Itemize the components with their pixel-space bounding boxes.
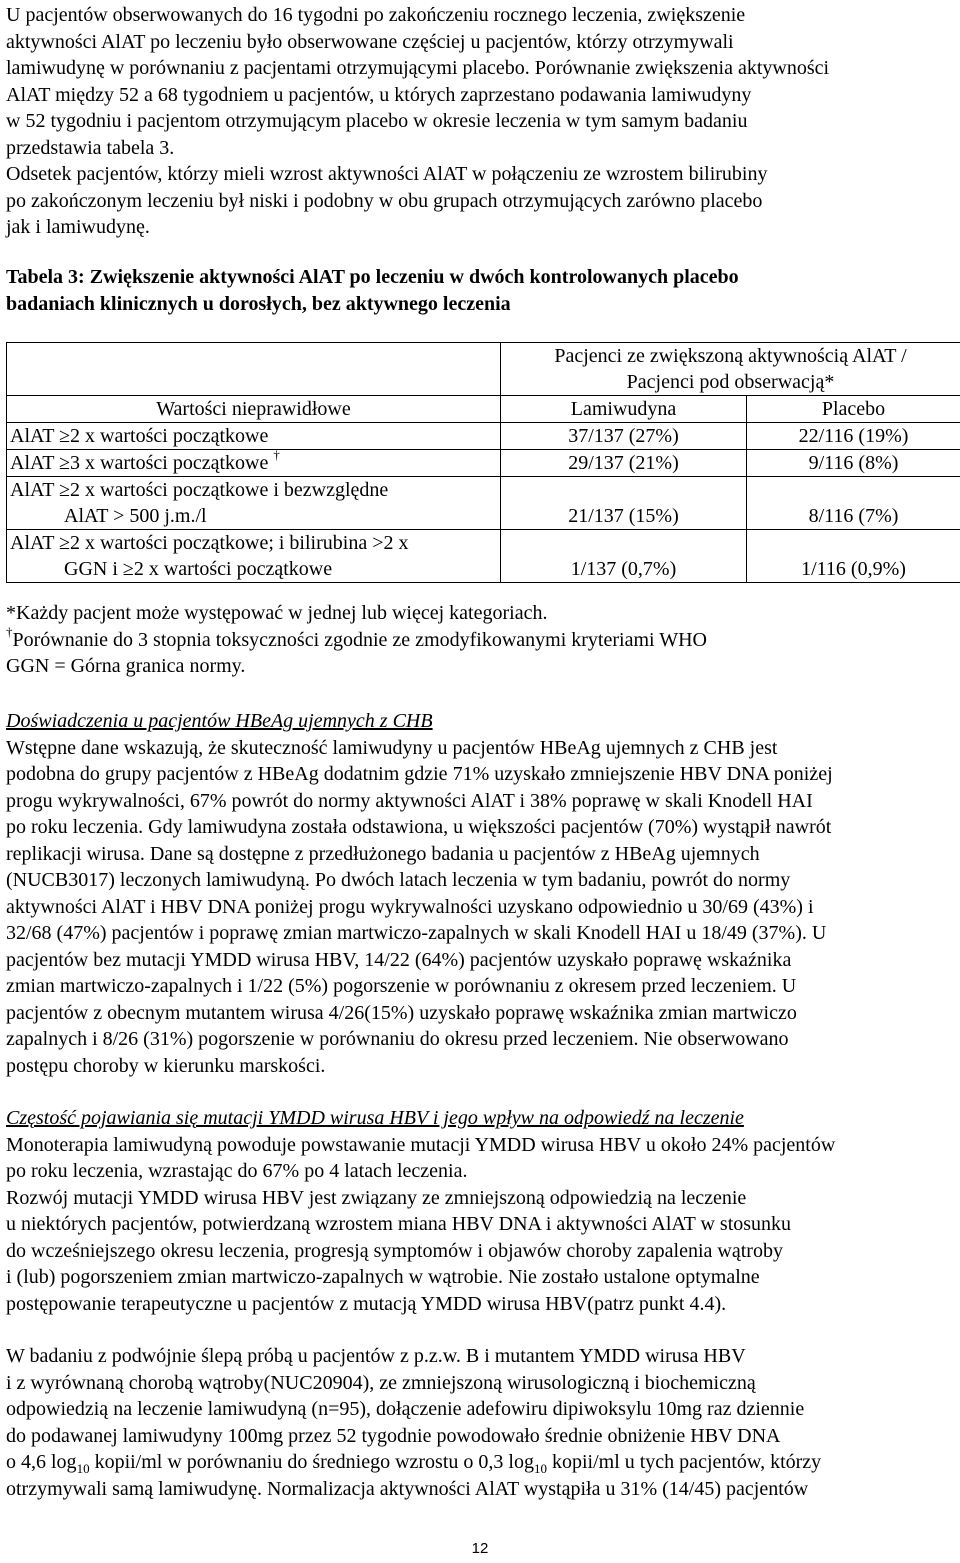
subscript: 10 <box>76 1461 90 1476</box>
text-fragment: kopii/ml w porównaniu do średniego wzrostu o 0,3 log <box>89 1451 534 1473</box>
text-line: Monoterapia lamiwudyną powoduje powstawanie mutacji YMDD wirusa HBV u około 24% pacjentów <box>6 1133 836 1156</box>
text-line <box>6 1449 958 1476</box>
text-line: zapalnych i 8/26 (31%) pogorszenie w porównaniu do okresu przed leczeniem. Nie obserwowano <box>6 1028 789 1050</box>
row-label-cell <box>7 447 501 477</box>
text-line: otrzymywali samą lamiwudynę. Normalizacja aktywności AlAT wystąpiła u 31% (14/45) pacjentów <box>6 1477 809 1500</box>
table-row <box>7 450 960 477</box>
table-header-group-row <box>7 343 960 396</box>
dagger-mark: † <box>273 447 280 463</box>
text-line: U pacjentów obserwowanych do 16 tygodni po zakończeniu rocznego leczenia, zwiększenie <box>6 4 746 26</box>
ymdd-section <box>6 1105 958 1317</box>
text-line: pacjentów bez mutacji YMDD wirusa HBV, 14/22 (64%) pacjentów uzyskało poprawę wskaźnika <box>6 948 792 971</box>
text-line: postępowanie terapeutyczne u pacjentów z mutacją YMDD wirusa HBV(patrz punkt 4.4). <box>6 1292 727 1315</box>
placebo-value: 9/116 (8%) <box>747 450 960 477</box>
table-caption <box>6 264 958 317</box>
header-group-line: Pacjenci pod obserwacją* <box>626 371 835 393</box>
text-line: lamiwudynę w porównaniu z pacjentami otrzymującymi placebo. Porównanie zwiększenia aktywności <box>6 57 830 79</box>
placebo-value: 8/116 (7%) <box>747 477 960 530</box>
row-label-text: AlAT ≥3 x wartości początkowe <box>10 452 274 474</box>
text-line: przedstawia tabela 3. <box>6 136 175 159</box>
table-footnotes <box>6 600 956 680</box>
text-line: progu wykrywalności, 67% powrót do normy aktywności AlAT i 38% poprawę w skali Knodell HAI <box>6 789 813 812</box>
text-line: aktywności AlAT i HBV DNA poniżej progu wykrywalności uzyskano odpowiednio u 30/69 (43%) i <box>6 895 814 918</box>
text-line: u niektórych pacjentów, potwierdzaną wzrostem miana HBV DNA i aktywności AlAT w stosunku <box>6 1213 792 1235</box>
text-line: do wcześniejszego okresu leczenia, progresją symptomów i objawów choroby zapalenia wątroby <box>6 1239 783 1262</box>
text-line: postępu choroby w kierunku marskości. <box>6 1054 326 1077</box>
dagger-mark: † <box>6 623 13 639</box>
footnote-star: *Każdy pacjent może występować w jednej lub więcej kategoriach. <box>6 602 548 624</box>
text-line: podobna do grupy pacjentów z HBeAg dodatnim gdzie 71% uzyskało zmniejszenie HBV DNA poniżej <box>6 763 833 785</box>
header-label-cell: Wartości nieprawidłowe <box>7 396 501 423</box>
text-line: pacjentów z obecnym mutantem wirusa 4/26(15%) uzyskało poprawę wskaźnika zmian martwiczo <box>6 1001 797 1024</box>
text-line: AlAT między 52 a 68 tygodniem u pacjentów, u których zaprzestano podawania lamiwudyny <box>6 83 752 106</box>
page-number: 12 <box>471 1540 489 1557</box>
table-row <box>7 423 960 450</box>
text-line: replikacji wirusa. Dane są dostępne z przedłużonego badania u pacjentów z HBeAg ujemnych <box>6 842 760 865</box>
header-placebo-cell: Placebo <box>747 396 960 423</box>
text-line: 32/68 (47%) pacjentów i poprawę zmian martwiczo-zapalnych w skali Knodell HAI u 18/49 (37%). U <box>6 922 827 944</box>
header-lamivudine-cell: Lamiwudyna <box>501 396 747 423</box>
text-line: zmian martwiczo-zapalnych i 1/22 (5%) pogorszenie w porównaniu z okresem przed leczeniem. U <box>6 975 797 997</box>
text-line: w 52 tygodniu i pacjentom otrzymującym placebo w okresie leczenia w tym samym badaniu <box>6 110 748 132</box>
header-group-cell <box>501 343 960 396</box>
caption-line: Tabela 3: Zwiększenie aktywności AlAT po leczeniu w dwóch kontrolowanych placebo <box>6 266 739 288</box>
caption-line: badaniach klinicznych u dorosłych, bez aktywnego leczenia <box>6 292 511 315</box>
header-group-line: Pacjenci ze zwiększoną aktywnością AlAT / <box>554 345 907 367</box>
text-line: Rozwój mutacji YMDD wirusa HBV jest związany ze zmniejszoną odpowiedzią na leczenie <box>6 1186 747 1209</box>
row-label: AlAT > 500 j.m./l <box>64 505 207 527</box>
text-line: po roku leczenia. Gdy lamiwudyna została odstawiona, u większości pacjentów (70%) wystąpił nawrót <box>6 816 832 838</box>
text-line: (NUCB3017) leczonych lamiwudyną. Po dwóch latach leczenia w tym badaniu, powrót do normy <box>6 869 791 891</box>
placebo-value: 22/116 (19%) <box>747 423 960 450</box>
lamivudine-value: 21/137 (15%) <box>501 477 747 530</box>
text-line: do podawanej lamiwudyny 100mg przez 52 tygodnie powodowało średnie obniżenie HBV DNA <box>6 1424 781 1447</box>
footnote-ggn: GGN = Górna granica normy. <box>6 655 246 677</box>
text-line: aktywności AlAT po leczeniu było obserwowane częściej u pacjentów, którzy otrzymywali <box>6 30 734 53</box>
hbeag-section <box>6 708 958 1079</box>
lamivudine-value: 1/137 (0,7%) <box>501 530 747 583</box>
text-line: jak i lamiwudynę. <box>6 216 150 238</box>
footnote-dagger-text: Porównanie do 3 stopnia toksyczności zgodnie ze zmodyfikowanymi kryteriami WHO <box>12 628 707 651</box>
row-label-cell <box>7 477 501 530</box>
row-label: AlAT ≥2 x wartości początkowe <box>10 425 269 447</box>
trial-section <box>6 1343 958 1502</box>
text-line: Wstępne dane wskazują, że skuteczność lamiwudyny u pacjentów HBeAg ujemnych z CHB jest <box>6 736 778 759</box>
text-line: i z wyrównaną chorobą wątroby(NUC20904), ze zmniejszoną wirusologiczną i biochemiczną <box>6 1371 756 1394</box>
header-empty-cell <box>7 343 501 396</box>
section-heading: Doświadczenia u pacjentów HBeAg ujemnych z CHB <box>6 710 433 732</box>
text-line: po zakończonym leczeniu był niski i podobny w obu grupach otrzymujących zarówno placebo <box>6 189 763 212</box>
row-label <box>10 447 497 476</box>
placebo-value: 1/116 (0,9%) <box>747 530 960 583</box>
table-row <box>7 477 960 530</box>
text-line: i (lub) pogorszeniem zmian martwiczo-zapalnych w wątrobie. Nie zostało ustalone optymalne <box>6 1266 760 1288</box>
row-label-cell <box>7 423 501 450</box>
text-fragment: kopii/ml u tych pacjentów, którzy <box>546 1451 822 1473</box>
text-line: Odsetek pacjentów, którzy mieli wzrost aktywności AlAT w połączeniu ze wzrostem bilirubiny <box>6 163 768 185</box>
section-heading: Częstość pojawiania się mutacji YMDD wirusa HBV i jego wpływ na odpowiedź na leczenie <box>6 1107 744 1129</box>
table-header-row <box>7 396 960 423</box>
text-fragment: o 4,6 log <box>6 1451 77 1473</box>
footnote-dagger <box>6 623 956 654</box>
row-label-cell <box>7 530 501 583</box>
lamivudine-value: 37/137 (27%) <box>501 423 747 450</box>
intro-paragraph <box>6 2 958 241</box>
lamivudine-value: 29/137 (21%) <box>501 450 747 477</box>
text-line: po roku leczenia, wzrastając do 67% po 4 latach leczenia. <box>6 1160 468 1182</box>
text-line: odpowiedzią na leczenie lamiwudyną (n=95), dołączenie adefowiru dipiwoksylu 10mg raz dziennie <box>6 1398 805 1420</box>
alt-table <box>6 342 960 583</box>
row-label: AlAT ≥2 x wartości początkowe; i bilirubina >2 x <box>10 532 409 554</box>
row-label: GGN i ≥2 x wartości początkowe <box>64 558 333 580</box>
text-line: W badaniu z podwójnie ślepą próbą u pacjentów z p.z.w. B i mutantem YMDD wirusa HBV <box>6 1345 746 1367</box>
table-row <box>7 530 960 583</box>
subscript: 10 <box>533 1461 547 1476</box>
row-label: AlAT ≥2 x wartości początkowe i bezwzględne <box>10 479 389 501</box>
